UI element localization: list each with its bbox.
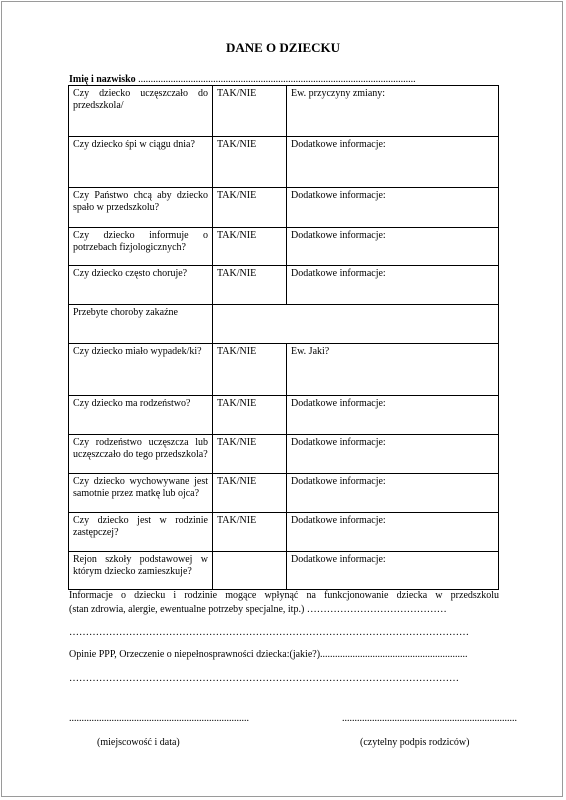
answer-text: TAK/NIE [217, 139, 257, 150]
answer-cell[interactable] [213, 266, 287, 305]
question-text: Czy dziecko jest w rodzinie zastępczej? [73, 515, 208, 538]
answer-cell[interactable] [213, 513, 287, 552]
info-cell[interactable] [287, 344, 499, 396]
question-text: Czy dziecko ma rodzeństwo? [73, 398, 191, 409]
question-cell [69, 305, 213, 344]
question-text: Czy dziecko śpi w ciągu dnia? [73, 139, 195, 150]
answer-cell[interactable] [213, 396, 287, 435]
answer-cell[interactable] [213, 474, 287, 513]
info-cell[interactable] [287, 552, 499, 590]
table-row [69, 305, 499, 344]
info-text: Ew. Jaki? [291, 346, 330, 357]
info-cell[interactable] [287, 137, 499, 188]
info-text: Dodatkowe informacje: [291, 398, 386, 409]
diseases-cell[interactable] [213, 305, 499, 344]
ppp-opinion-line[interactable]: Opinie PPP, Orzeczenie o niepełnosprawności dziecka:(jakie?)........................................................... [69, 649, 468, 660]
table-row [69, 474, 499, 513]
info-cell[interactable] [287, 86, 499, 137]
answer-text: TAK/NIE [217, 268, 257, 279]
name-dots: ............................................................................................................... [135, 74, 416, 85]
question-cell [69, 474, 213, 513]
table-row [69, 266, 499, 305]
question-cell [69, 344, 213, 396]
info-paragraph-line: Informacje o dziecku i rodzinie mogące wpłynąć na funkcjonowanie dziecka w przedszkolu [69, 590, 499, 601]
child-data-table [68, 85, 499, 590]
info-text: Dodatkowe informacje: [291, 437, 386, 448]
info-cell[interactable] [287, 228, 499, 266]
question-text: Czy dziecko miało wypadek/ki? [73, 346, 202, 357]
question-text: Czy dziecko informuje o potrzebach fizjologicznych? [73, 230, 208, 253]
info-cell[interactable] [287, 188, 499, 228]
page-title: DANE O DZIECKU [225, 40, 341, 55]
question-text: Czy dziecko wychowywane jest samotnie przez matkę lub ojca? [73, 476, 208, 499]
answer-text: TAK/NIE [217, 190, 257, 201]
info-paragraph-line: (stan zdrowia, alergie, ewentualne potrzeby specjalne, itp.) …………………………………… [69, 604, 447, 615]
question-cell [69, 188, 213, 228]
table-row [69, 86, 499, 137]
answer-cell[interactable] [213, 137, 287, 188]
question-cell [69, 266, 213, 305]
place-date-label: (miejscowość i data) [97, 737, 180, 748]
question-cell [69, 228, 213, 266]
answer-text: TAK/NIE [217, 476, 257, 487]
info-cell[interactable] [287, 513, 499, 552]
info-text: Dodatkowe informacje: [291, 190, 386, 201]
answer-text: TAK/NIE [217, 398, 257, 409]
info-dotted-line[interactable]: ………………………………………………………………………………………………………… [69, 627, 469, 638]
answer-text: TAK/NIE [217, 88, 257, 99]
info-text: Dodatkowe informacje: [291, 476, 386, 487]
table-row [69, 513, 499, 552]
info-cell[interactable] [287, 435, 499, 474]
answer-text: TAK/NIE [217, 437, 257, 448]
table-row [69, 396, 499, 435]
answer-text: TAK/NIE [217, 346, 257, 357]
question-cell [69, 137, 213, 188]
table-row [69, 552, 499, 590]
info-cell[interactable] [287, 266, 499, 305]
info-text: Dodatkowe informacje: [291, 515, 386, 526]
signature-label: (czytelny podpis rodziców) [360, 737, 470, 748]
question-cell [69, 435, 213, 474]
question-text: Czy dziecko często choruje? [73, 268, 188, 279]
question-cell [69, 396, 213, 435]
place-date-dots[interactable]: ........................................................................ [69, 713, 249, 724]
info-text: Dodatkowe informacje: [291, 139, 386, 150]
question-text: Czy rodzeństwo uczęszcza lub uczęszczało do tego przedszkola? [73, 437, 208, 460]
signature-dots[interactable]: ...................................................................... [342, 713, 517, 724]
name-label: Imię i nazwisko [69, 74, 136, 85]
answer-text: TAK/NIE [217, 515, 257, 526]
answer-cell[interactable] [213, 228, 287, 266]
question-text: Przebyte choroby zakaźne [73, 307, 178, 318]
info-text: Dodatkowe informacje: [291, 268, 386, 279]
name-line [69, 74, 416, 85]
answer-cell[interactable] [213, 435, 287, 474]
info-cell[interactable] [287, 396, 499, 435]
question-cell [69, 552, 213, 590]
table-row [69, 344, 499, 396]
question-cell [69, 86, 213, 137]
answer-cell[interactable] [213, 344, 287, 396]
answer-text: TAK/NIE [217, 230, 257, 241]
question-text: Rejon szkoły podstawowej w którym dziecko zamieszkuje? [73, 554, 208, 577]
question-text: Czy Państwo chcą aby dziecko spało w przedszkolu? [73, 190, 208, 213]
question-cell [69, 513, 213, 552]
answer-cell[interactable] [213, 188, 287, 228]
ppp-dotted-line[interactable]: ……………………………………………………………………………………………………… [69, 673, 459, 684]
answer-cell[interactable] [213, 552, 287, 590]
info-text: Dodatkowe informacje: [291, 554, 386, 565]
table-row [69, 137, 499, 188]
info-text: Dodatkowe informacje: [291, 230, 386, 241]
info-cell[interactable] [287, 474, 499, 513]
table-row [69, 228, 499, 266]
table-row [69, 435, 499, 474]
table-row [69, 188, 499, 228]
info-text: Ew. przyczyny zmiany: [291, 88, 386, 99]
answer-cell[interactable] [213, 86, 287, 137]
question-text: Czy dziecko uczęszczało do przedszkola/ [73, 88, 208, 111]
